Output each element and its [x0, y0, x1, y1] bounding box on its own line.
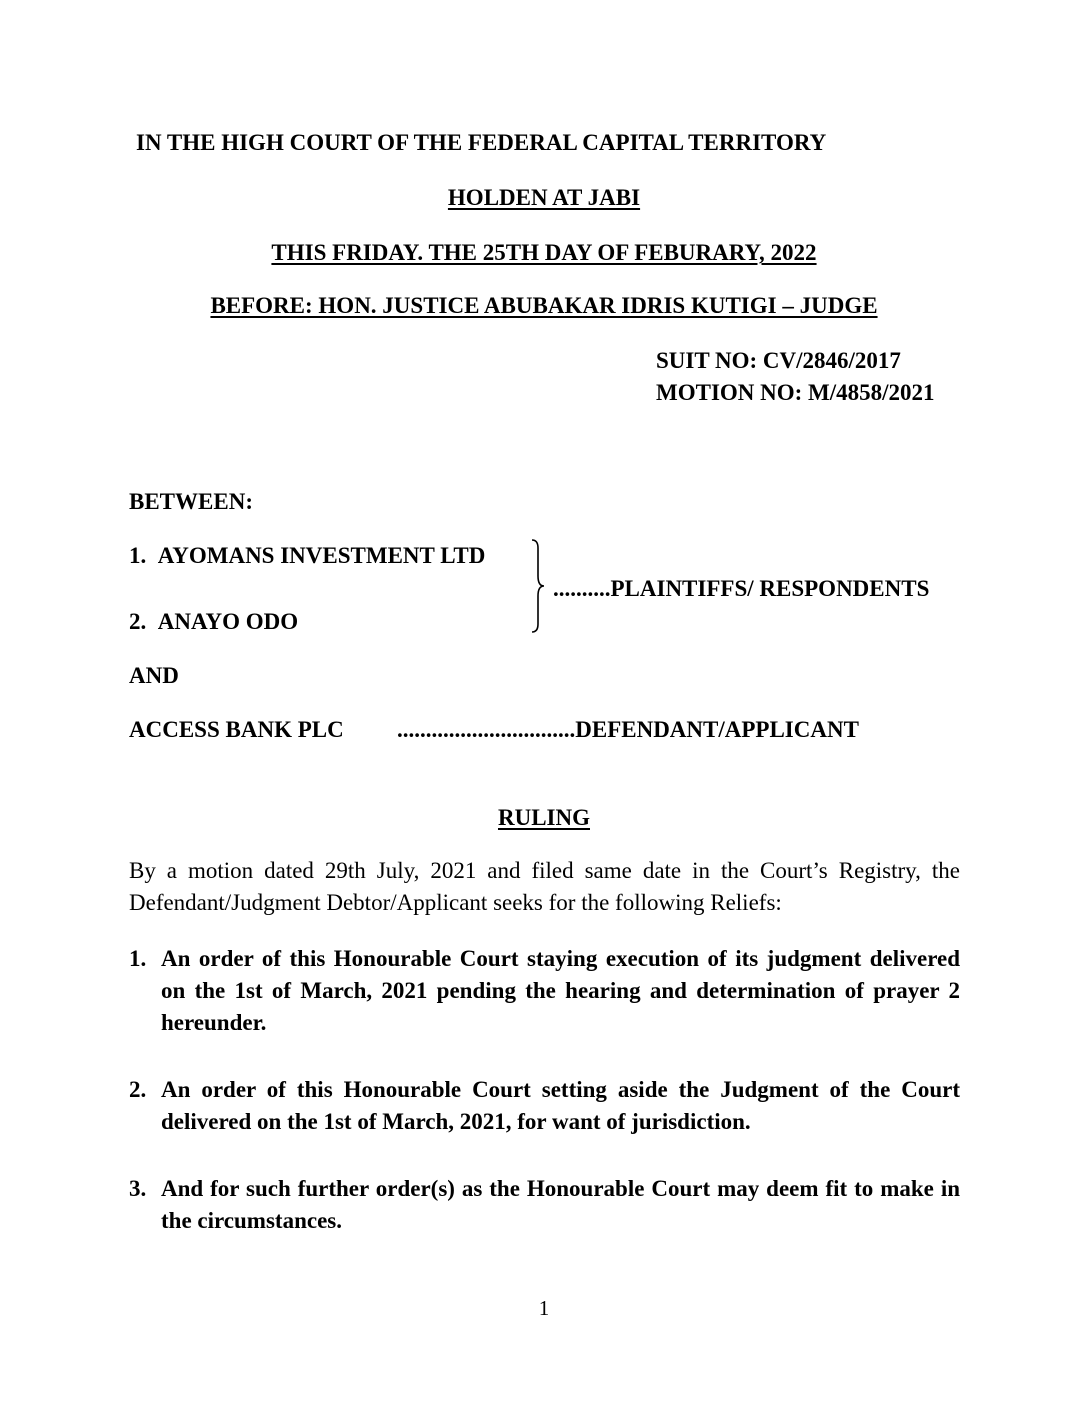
relief-item — [129, 943, 960, 1039]
court-title: IN THE HIGH COURT OF THE FEDERAL CAPITAL TERRITORY — [136, 130, 827, 155]
ruling-intro: By a motion dated 29th July, 2021 and filed same date in the Court’s Registry, the Defendant/Judgment Debtor/Applicant seeks for the following Reliefs: — [129, 858, 960, 915]
relief-number: 3. — [129, 1176, 147, 1201]
suit-number: SUIT NO: CV/2846/2017 — [656, 348, 901, 373]
plaintiff-name: AYOMANS INVESTMENT LTD — [157, 543, 486, 568]
page-number: 1 — [538, 1296, 550, 1320]
relief-number: 1. — [129, 946, 147, 971]
plaintiff-number: 1. — [129, 543, 147, 568]
and-label: AND — [129, 663, 179, 688]
curly-brace-icon — [520, 538, 550, 634]
relief-text: An order of this Honourable Court staying execution of its judgment delivered on the 1st of March, 2021 pending the hearing and determination of prayer 2 hereunder. — [161, 946, 960, 1035]
defendant-role: ...............................DEFENDANT/APPLICANT — [397, 717, 859, 742]
before-line: BEFORE: HON. JUSTICE ABUBAKAR IDRIS KUTIGI – JUDGE — [210, 293, 878, 318]
motion-number: MOTION NO: M/4858/2021 — [656, 380, 935, 405]
holden-line: HOLDEN AT JABI — [447, 185, 641, 210]
relief-number: 2. — [129, 1077, 147, 1102]
relief-item — [129, 1173, 960, 1237]
relief-item — [129, 1074, 960, 1138]
relief-text: An order of this Honourable Court setting aside the Judgment of the Court delivered on the 1st of March, 2021, for want of jurisdiction. — [161, 1077, 960, 1134]
plaintiff-number: 2. — [129, 609, 147, 634]
plaintiff-name: ANAYO ODO — [157, 609, 299, 634]
defendant-name: ACCESS BANK PLC — [129, 717, 344, 742]
between-label: BETWEEN: — [129, 489, 253, 514]
plaintiff-1 — [129, 540, 485, 572]
plaintiff-2 — [129, 606, 298, 638]
date-line: THIS FRIDAY. THE 25TH DAY OF FEBURARY, 2022 — [271, 240, 817, 265]
ruling-heading: RULING — [497, 805, 590, 830]
plaintiffs-role: ..........PLAINTIFFS/ RESPONDENTS — [553, 576, 930, 601]
relief-text: And for such further order(s) as the Honourable Court may deem fit to make in the circumstances. — [161, 1176, 960, 1233]
